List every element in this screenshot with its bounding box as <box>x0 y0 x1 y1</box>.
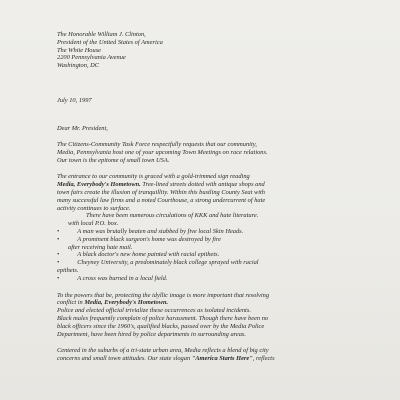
para4-line: concerns and small town attitudes. Our state slogan "America Starts Here", reflects <box>57 355 275 363</box>
para3-line: conflict in Media, Everybody's Hometown. <box>57 299 169 307</box>
para3-line: black officers since the 1960's, qualified blacks, passed over by the Media Police <box>57 322 265 330</box>
bullet-item: epithets. <box>57 266 79 274</box>
para2-line: The entrance to our community is graced with a gold-trimmed sign reading <box>57 173 250 181</box>
address-line: Washington, DC <box>57 62 100 70</box>
address-line: The Honorable William J. Clinton, <box>57 31 146 38</box>
bullet-item: • Cheyney University, a predominately black college sprayed with racial <box>57 259 259 267</box>
para1-line: Our town is the epitome of small town USA. <box>57 156 170 164</box>
bullet-item: There have been numerous circulations of KKK and hate literature. <box>86 212 259 220</box>
para2-line: town fairs create the illusion of tranquillity. Within this bustling County Seat with <box>57 188 265 196</box>
salutation: Dear Mr. President, <box>57 125 108 132</box>
para2-line: activity continues to surface. <box>57 204 131 212</box>
bullet-item: • A cross was burned in a local field. <box>57 274 168 282</box>
para3-line: Department, have been hired by police departments in surrounding areas. <box>57 330 247 338</box>
para2-line: many successful law firms and a noted Courthouse, a strong undercurrent of hate <box>57 196 266 204</box>
para3-line: To the powers that be, protecting the idyllic image is more important that resolving <box>57 291 270 299</box>
bullet-item: • A prominent black surgeon's home was destroyed by fire <box>57 235 221 243</box>
bullet-item: • A black doctor's new home painted with racial epithets. <box>57 251 220 259</box>
address-line: 2200 Pennsylvania Avenue <box>57 54 126 62</box>
para1-line: Media, Pennsylvania host one of your upcoming Town Meetings on race relations. <box>57 148 268 156</box>
bullet-item: • A man was brutally beaten and stabbed by five local Skin Heads. <box>57 227 244 235</box>
body-text <box>57 141 377 363</box>
para3-line: Police and elected official trivialize these occurrences as isolated incidents. <box>57 307 251 315</box>
bullet-item: with local P.O. box. <box>68 220 119 228</box>
bullet-item: after receiving hate mail. <box>68 243 133 251</box>
para1-line: The Citizens-Community Task Force respectfully requests that our community, <box>57 141 257 148</box>
para4-line: Centered in the suburbs of a tri-state urban area, Media reflects a blend of big city <box>57 347 269 355</box>
letter-date: July 10, 1997 <box>57 97 92 104</box>
para2-line: Media, Everybody's Hometown. Tree-lined streets dotted with antique shops and <box>57 181 265 189</box>
recipient-address <box>57 31 377 70</box>
para3-line: Black males frequently complain of police harassment. Though there have been no <box>57 314 269 322</box>
address-line: The White House <box>57 46 102 54</box>
address-line: President of the United States of America <box>57 38 163 46</box>
